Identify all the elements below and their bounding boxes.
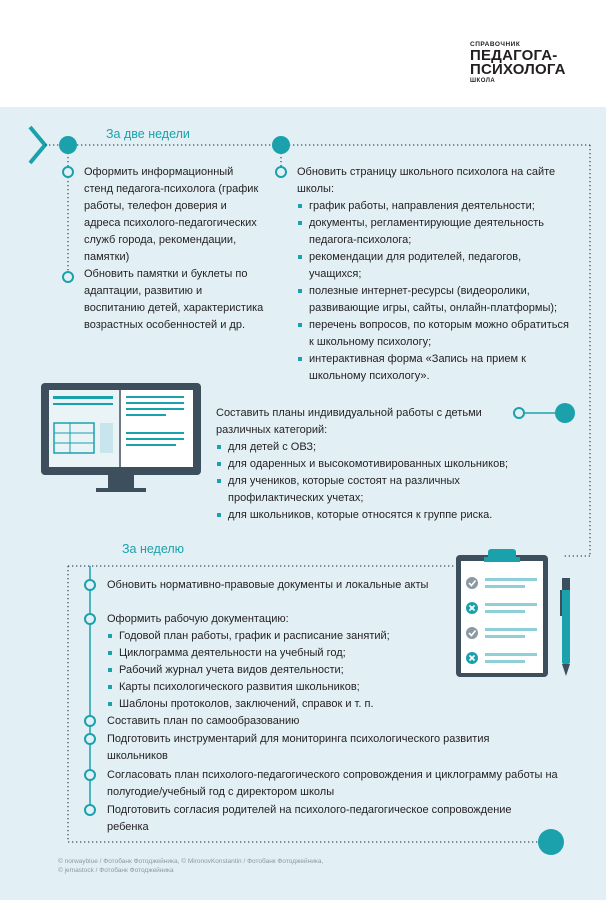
timeline-dot (555, 403, 575, 423)
section2-item-1: Обновить нормативно-правовые документы и локальные акты (107, 579, 429, 591)
item-marker (85, 805, 95, 815)
right-bullet: рекомендации для родителей, педагогов, учащихся; (297, 249, 569, 283)
section2-heading: За неделю (122, 542, 185, 556)
section2-item-6: Подготовить согласия родителей на психолого-педагогическое сопровождение ребенка (107, 804, 512, 833)
plans-bullet: для детей с ОВЗ; (216, 439, 514, 456)
credits-line-1: © norwayblue / Фотобанк Фотоджейника, © MironovKonstantin / Фотобанк Фотоджейника, (58, 858, 324, 865)
logo-line1: СПРАВОЧНИК (470, 41, 521, 48)
section2-item-3: Составить план по самообразованию (107, 715, 300, 727)
item-marker (63, 272, 73, 282)
item-marker (514, 408, 524, 418)
docs-bullet: Шаблоны протоколов, заключений, справок и т. п. (107, 696, 451, 713)
right-bullet: полезные интернет-ресурсы (видеоролики, развивающие игры, сайты, онлайн-платформы); (297, 283, 569, 317)
docs-bullet: Годовой план работы, график и расписание занятий; (107, 628, 451, 645)
item-marker (85, 716, 95, 726)
item-marker (85, 770, 95, 780)
monitor-icon (41, 383, 201, 492)
clipboard-icon (456, 549, 548, 677)
chevron-right-icon (30, 127, 45, 163)
right-item-title: Обновить страницу школьного психолога на сайте школы: (297, 166, 556, 195)
timeline-dot (538, 829, 564, 855)
logo-line3: ПСИХОЛОГА (470, 61, 566, 78)
right-bullet: перечень вопросов, по которым можно обратиться к школьному психологу; (297, 317, 569, 351)
photo-credits (58, 857, 323, 875)
item-marker (85, 614, 95, 624)
item-marker (85, 734, 95, 744)
pen-icon (560, 578, 570, 676)
left-column (84, 164, 264, 334)
plans-bullet: для школьников, которые относятся к группе риска. (216, 507, 514, 524)
docs-bullet: Карты психологического развития школьников; (107, 679, 451, 696)
docs-title: Оформить рабочую документацию: (107, 613, 289, 625)
timeline-dot (272, 136, 290, 154)
item-marker (63, 167, 73, 177)
right-bullet: интерактивная форма «Запись на прием к школьному психологу». (297, 351, 569, 385)
logo-line2: ПЕДАГОГА- (470, 47, 558, 64)
item-marker (276, 167, 286, 177)
section1-heading: За две недели (106, 127, 190, 141)
plans-title: Составить планы индивидуальной работы с детьми различных категорий: (216, 407, 482, 436)
credits-line-2: © jemastock / Фотобанк Фотоджейника (58, 867, 174, 874)
timeline-dot (59, 136, 77, 154)
right-column (297, 164, 569, 385)
right-bullet: график работы, направления деятельности; (297, 198, 569, 215)
left-item-2: Обновить памятки и буклеты по адаптации, развитию и воспитанию детей, характеристика возрастных особенностей и др. (84, 268, 264, 331)
section2-item-2 (107, 611, 451, 713)
plans-bullet: для учеников, которые состоят на различных профилактических учетах; (216, 473, 514, 507)
docs-bullet: Циклограмма деятельности на учебный год; (107, 645, 451, 662)
item-marker (85, 580, 95, 590)
section2-item-4: Подготовить инструментарий для мониторинга психологического развития школьников (107, 733, 490, 762)
left-item-1: Оформить информационный стенд педагога-психолога (график работы, телефон доверия и адреса психолого-педагогических служб города, рекомендации, памятки) (84, 166, 259, 263)
plans-bullet: для одаренных и высокомотивированных школьников; (216, 456, 514, 473)
section2-item-5: Согласовать план психолого-педагогического сопровождения и циклограмму работы на полугодие/учебный год с директором школы (107, 769, 558, 798)
logo-line4: ШКОЛА (470, 78, 496, 84)
docs-bullet: Рабочий журнал учета видов деятельности; (107, 662, 451, 679)
plans-block (216, 405, 514, 524)
right-bullet: документы, регламентирующие деятельность педагога-психолога; (297, 215, 569, 249)
